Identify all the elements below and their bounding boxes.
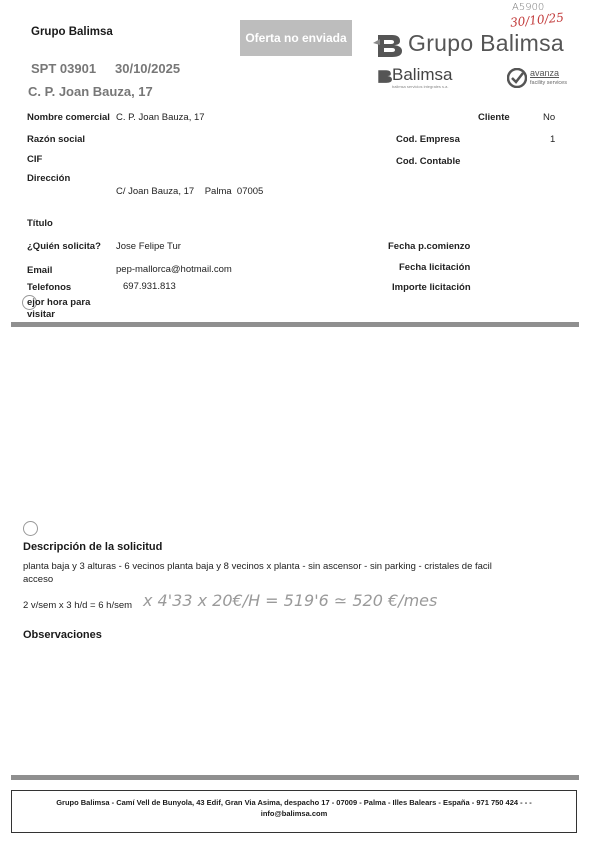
- footer-divider: [11, 775, 579, 780]
- reference-date: 30/10/2025: [115, 61, 181, 76]
- nombre-comercial-label: Nombre comercial: [27, 112, 110, 123]
- section-divider: [11, 322, 579, 327]
- email-value: pep-mallorca@hotmail.com: [116, 264, 232, 275]
- direccion-value: C/ Joan Bauza, 17 Palma 07005: [116, 186, 264, 197]
- punch-hole-circle-2: [23, 521, 38, 536]
- cod-empresa-value: 1: [550, 134, 556, 145]
- razon-social-label: Razón social: [27, 134, 86, 145]
- fecha-licitacion-label: Fecha licitación: [399, 262, 471, 273]
- status-badge: Oferta no enviada: [240, 20, 352, 56]
- quien-solicita-label: ¿Quién solicita?: [27, 241, 101, 252]
- balimsa-logo: [374, 68, 394, 89]
- handwritten-date: 30/10/25: [509, 10, 565, 30]
- client-heading: C. P. Joan Bauza, 17: [28, 84, 153, 99]
- cliente-value: No: [543, 112, 556, 123]
- email-label: Email: [27, 265, 53, 276]
- grupo-balimsa-logo: [372, 31, 404, 64]
- cif-label: CIF: [27, 154, 43, 165]
- quien-solicita-value: Jose Felipe Tur: [116, 241, 181, 252]
- cod-contable-label: Cod. Contable: [396, 156, 461, 167]
- footer-box: [11, 790, 577, 833]
- nombre-comercial-value: C. P. Joan Bauza, 17: [116, 112, 205, 123]
- handwritten-code: A5900: [512, 2, 545, 13]
- direccion-label: Dirección: [27, 173, 71, 184]
- footer-email: info@balimsa.com: [260, 809, 328, 818]
- balimsa-b-icon: [372, 31, 404, 59]
- footer-address: Grupo Balimsa - Camí Vell de Bunyola, 43 Edif, Gran Via Asima, despacho 17 - 07009 - Palma - Illes Balears - España - 971 750 424 - - -: [56, 798, 532, 807]
- avanza-logo: [507, 68, 527, 93]
- descripcion-text: planta baja y 3 alturas - 6 vecinos planta baja y 8 vecinos x planta - sin ascensor - sin parking - cristales de facil acceso: [23, 561, 492, 585]
- descripcion-title: Descripción de la solicitud: [23, 541, 163, 553]
- avanza-tagline: facility services: [530, 80, 567, 86]
- avanza-logo-text: avanza: [530, 68, 560, 78]
- cliente-label: Cliente: [478, 112, 510, 123]
- telefonos-label: Telefonos: [27, 282, 72, 293]
- telefonos-value: 697.931.813: [123, 281, 176, 292]
- titulo-label: Título: [27, 218, 53, 229]
- reference-number: SPT 03901: [31, 61, 97, 76]
- importe-licitacion-label: Importe licitación: [392, 282, 471, 293]
- company-name: Grupo Balimsa: [31, 26, 113, 38]
- observaciones-title: Observaciones: [23, 629, 102, 641]
- fecha-comienzo-label: Fecha p.comienzo: [388, 241, 471, 252]
- balimsa-tagline: balimsa servicios integrales s.a.: [392, 84, 449, 89]
- calculation-handwritten: x 4'33 x 20€/H = 519'6 ≃ 520 €/mes: [143, 591, 438, 610]
- balimsa-logo-text: Balimsa: [392, 65, 453, 84]
- cod-empresa-label: Cod. Empresa: [396, 134, 460, 145]
- avanza-check-icon: [507, 68, 527, 88]
- grupo-balimsa-logo-text: Grupo Balimsa: [408, 30, 565, 56]
- mejor-hora-label: ejor hora para visitar: [27, 297, 91, 320]
- balimsa-small-b-icon: [374, 68, 394, 84]
- calculation-typed: 2 v/sem x 3 h/d = 6 h/sem: [23, 600, 133, 611]
